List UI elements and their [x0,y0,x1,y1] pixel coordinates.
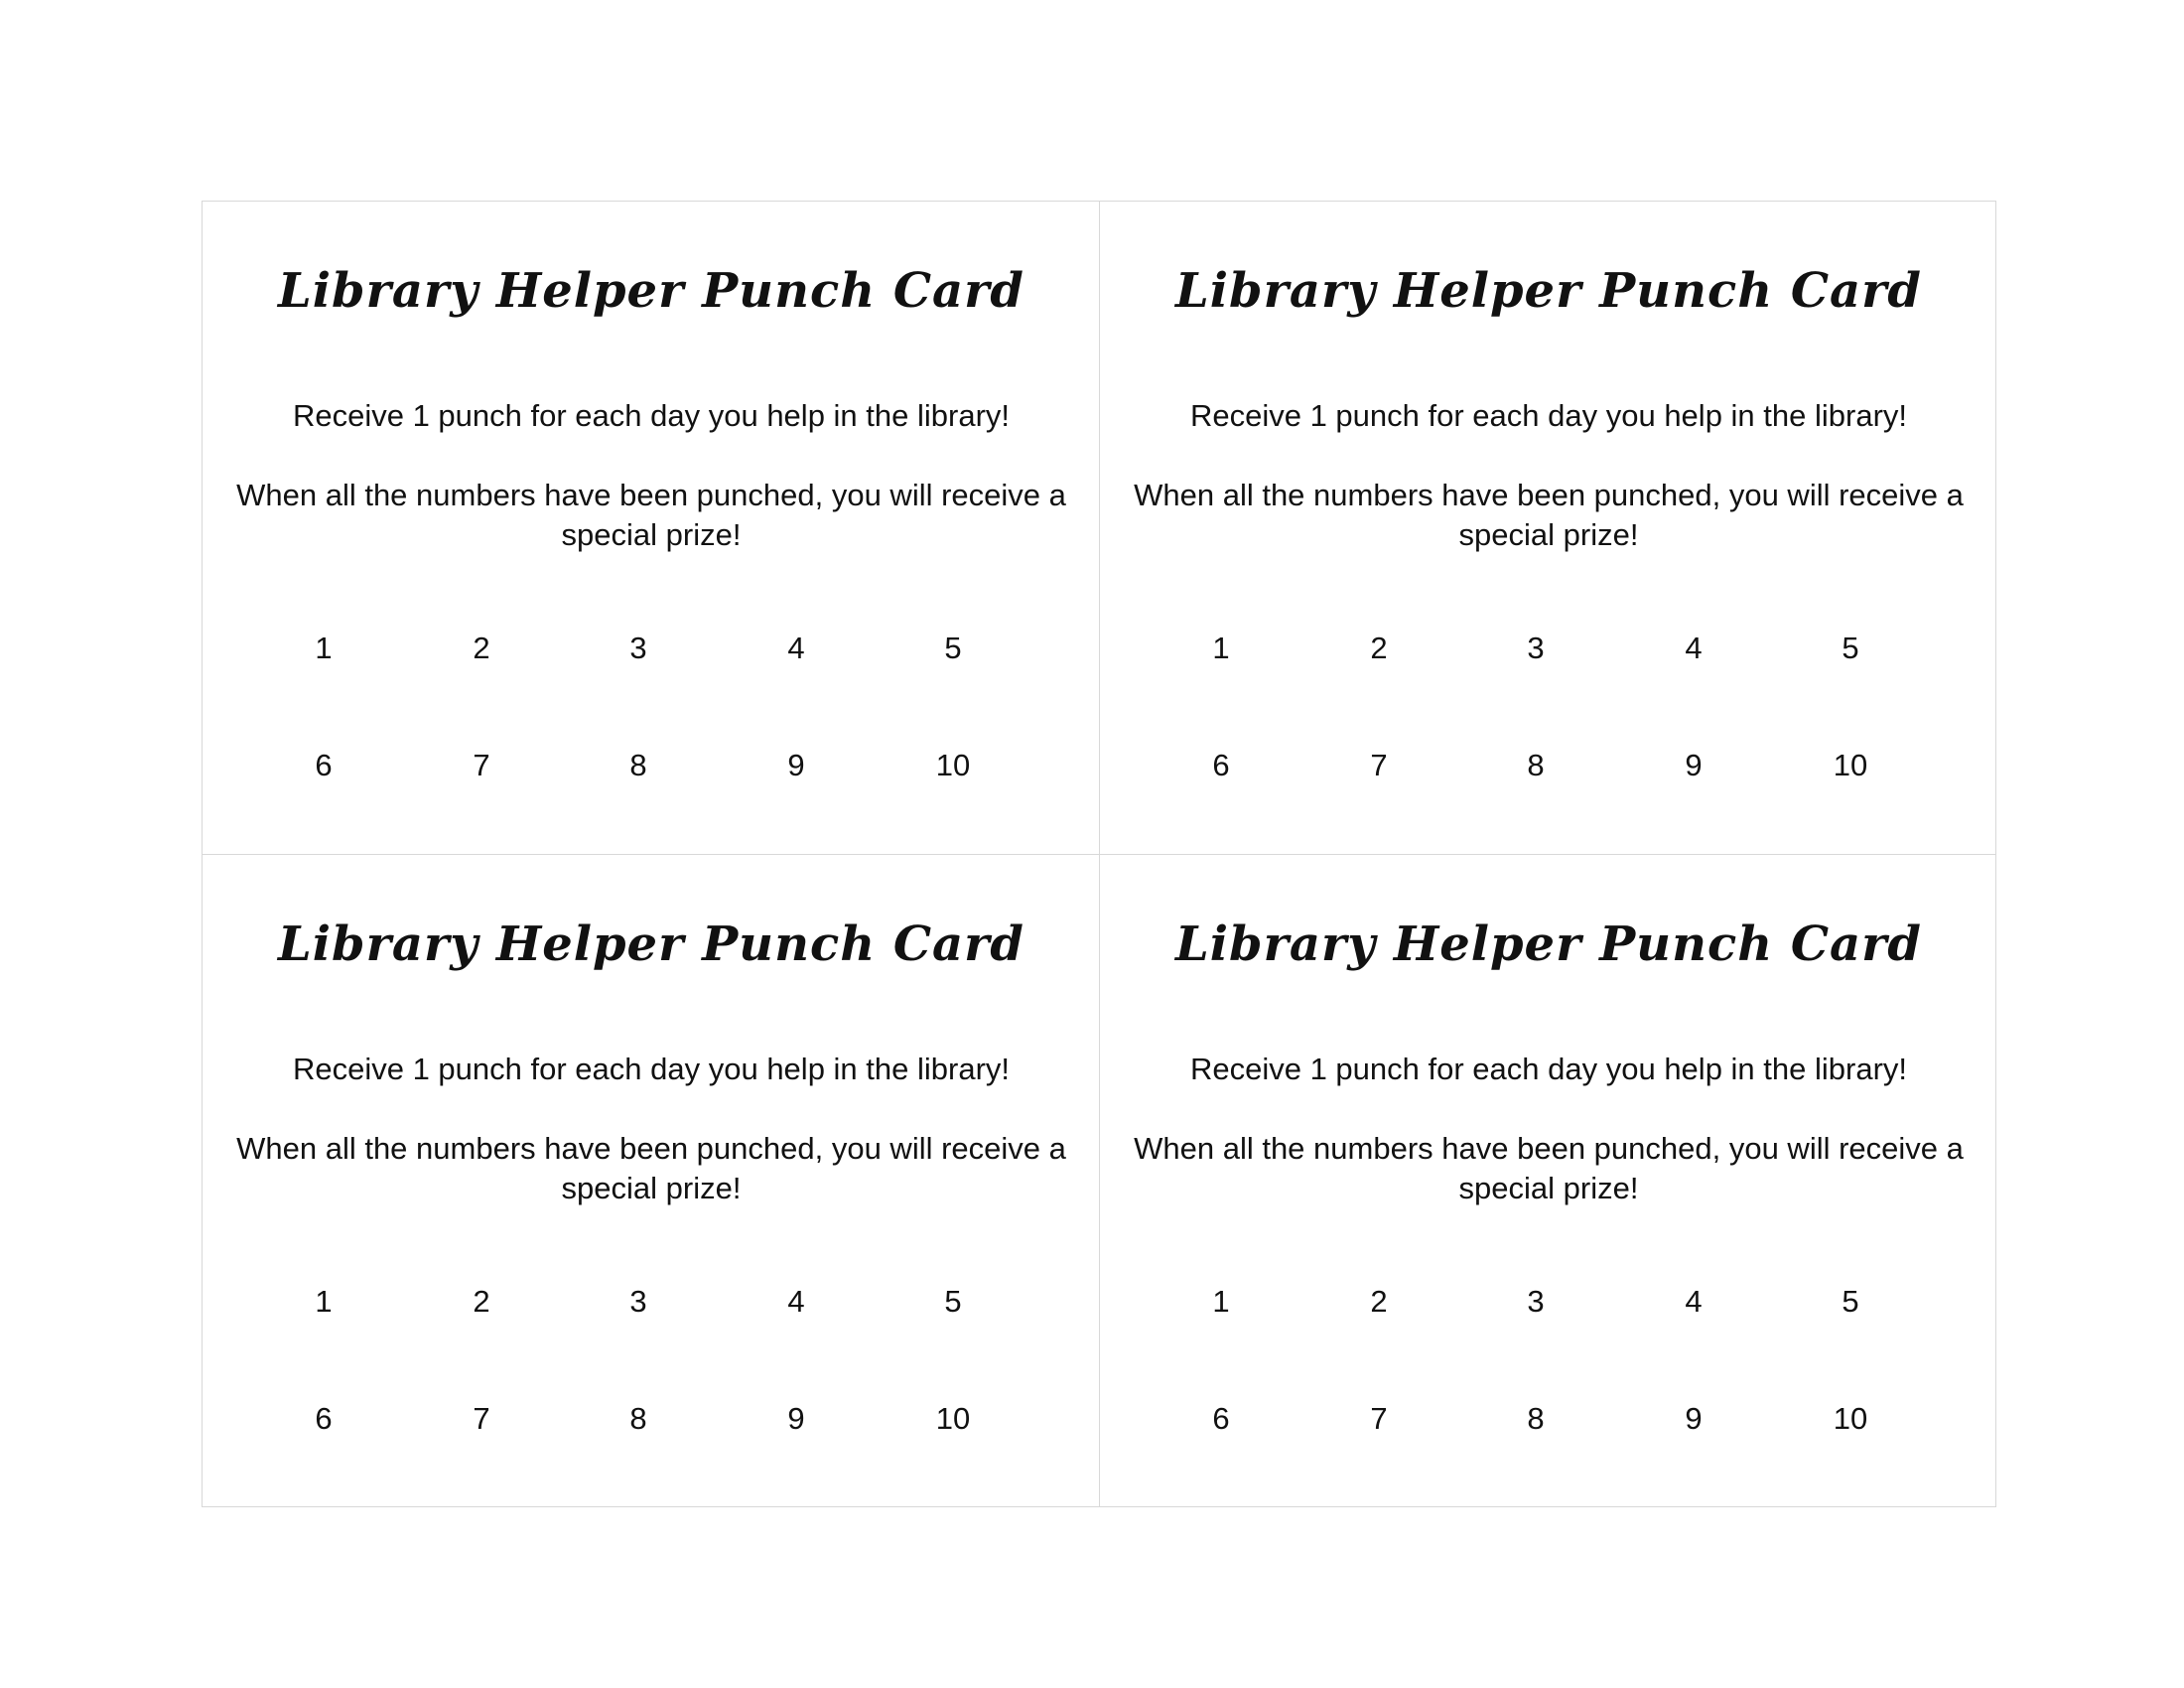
card-title: Library Helper Punch Card [1175,916,1922,972]
punch-number: 8 [1527,748,1545,782]
punch-number: 4 [787,1284,805,1319]
card-title: Library Helper Punch Card [278,916,1024,972]
punch-number: 5 [944,631,962,665]
card-instruction: Receive 1 punch for each day you help in the library! [292,398,1011,433]
punch-number: 9 [1685,748,1703,782]
punch-number: 3 [629,1284,647,1319]
punch-number: 2 [1370,631,1388,665]
card-prize-note: When all the numbers have been punched, you will receive a special prize! [1134,1131,1964,1205]
punch-number: 10 [1833,748,1868,782]
punch-card-sheet [202,201,1996,1507]
punch-number: 1 [315,1284,333,1319]
punch-number: 6 [315,1401,333,1436]
punch-number: 2 [1370,1284,1388,1319]
punch-number: 7 [1370,1401,1388,1436]
punch-card-top-right [1100,202,1997,855]
punch-number: 1 [315,631,333,665]
card-instruction: Receive 1 punch for each day you help in the library! [1189,398,1908,433]
card-title: Library Helper Punch Card [278,263,1024,319]
card-title: Library Helper Punch Card [1175,263,1922,319]
card-prize-note: When all the numbers have been punched, you will receive a special prize! [236,478,1066,552]
punch-number: 4 [1685,631,1703,665]
punch-card-bottom-left [203,855,1100,1508]
punch-number: 6 [1212,748,1230,782]
punch-number: 8 [1527,1401,1545,1436]
punch-number: 8 [629,1401,647,1436]
punch-number: 8 [629,748,647,782]
punch-number: 3 [1527,1284,1545,1319]
punch-number: 10 [935,1401,971,1436]
punch-card-bottom-right [1100,855,1997,1508]
punch-number: 10 [1833,1401,1868,1436]
punch-number: 9 [787,1401,805,1436]
punch-number: 4 [787,631,805,665]
punch-number: 1 [1212,1284,1230,1319]
punch-number: 2 [473,631,490,665]
punch-number: 7 [1370,748,1388,782]
card-prize-note: When all the numbers have been punched, you will receive a special prize! [236,1131,1066,1205]
punch-number: 3 [1527,631,1545,665]
card-instruction: Receive 1 punch for each day you help in the library! [1189,1052,1908,1086]
punch-number: 4 [1685,1284,1703,1319]
punch-number: 7 [473,1401,490,1436]
punch-number: 5 [1842,631,1859,665]
punch-card-top-left [203,202,1100,855]
punch-number: 9 [787,748,805,782]
punch-number: 5 [944,1284,962,1319]
card-prize-note: When all the numbers have been punched, you will receive a special prize! [1134,478,1964,552]
card-instruction: Receive 1 punch for each day you help in the library! [292,1052,1011,1086]
punch-number: 10 [935,748,971,782]
punch-number: 9 [1685,1401,1703,1436]
punch-number: 5 [1842,1284,1859,1319]
punch-number: 3 [629,631,647,665]
punch-number: 6 [1212,1401,1230,1436]
punch-number: 1 [1212,631,1230,665]
punch-number: 7 [473,748,490,782]
punch-number: 2 [473,1284,490,1319]
punch-number: 6 [315,748,333,782]
